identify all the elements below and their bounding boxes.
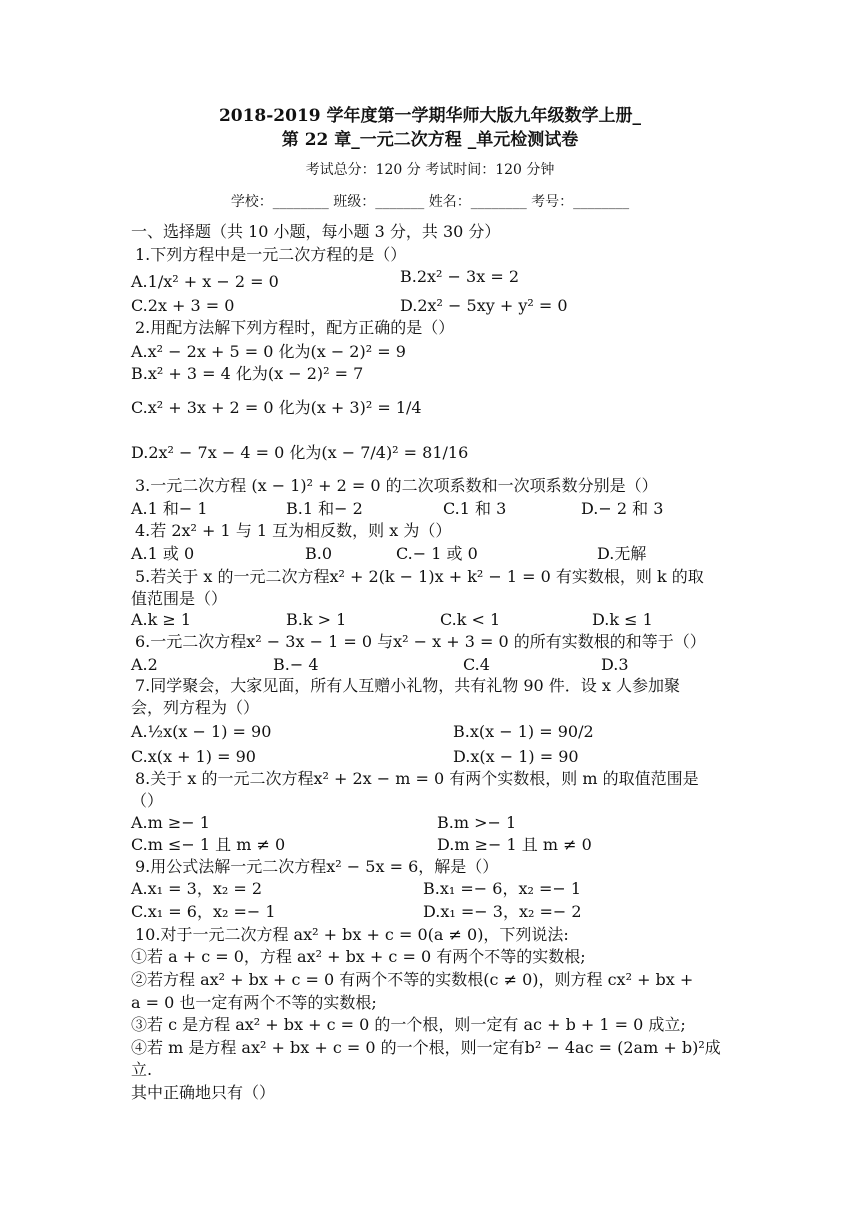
question-10-statement-2: ②若方程 ax² + bx + c = 0 有两个不等的实数根(c ≠ 0)，则方程 cx² + bx + [131,970,694,989]
question-10-statement-1: ①若 a + c = 0，方程 ax² + bx + c = 0 有两个不等的实数根; [131,947,586,966]
question-8-stem-line-2: （） [131,791,164,810]
question-2-stem: 2.用配方法解下列方程时，配方正确的是（） [135,318,455,337]
question-10-statement-2-cont: a = 0 也一定有两个不等的实数根; [131,993,377,1012]
question-3-option-b: B.1 和− 2 [286,499,363,518]
question-2-option-d: D.2x² − 7x − 4 = 0 化为(x − 7/4)² = 81/16 [131,443,469,462]
question-7-stem-line-2: 会，列方程为（） [131,698,260,717]
question-5-option-a: A.k ≥ 1 [131,610,192,629]
question-6-option-d: D.3 [601,655,629,674]
title-line-1: 2018-2019 学年度第一学期华师大版九年级数学上册_ [218,106,642,126]
question-10-statement-3: ③若 c 是方程 ax² + bx + c = 0 的一个根，则一定有 ac + b + 1 = 0 成立; [131,1015,686,1034]
question-3-option-a: A.1 和− 1 [131,499,208,518]
question-7-option-a: A.½x(x − 1) = 90 [131,722,272,741]
question-10-statement-4: ④若 m 是方程 ax² + bx + c = 0 的一个根，则一定有b² − 4ac = (2am + b)²成 [131,1038,721,1057]
question-2-option-c: C.x² + 3x + 2 = 0 化为(x + 3)² = 1/4 [131,398,422,417]
question-1-option-b: B.2x² − 3x = 2 [400,267,519,286]
question-6-option-b: B.− 4 [273,655,319,674]
question-3-option-d: D.− 2 和 3 [581,499,664,518]
title-line-2: 第 22 章_一元二次方程 _单元检测试卷 [281,130,579,150]
question-5-stem-line-2: 值范围是（） [131,589,228,608]
question-9-option-a: A.x₁ = 3，x₂ = 2 [131,879,263,898]
question-7-stem-line-1: 7.同学聚会，大家见面，所有人互赠小礼物，共有礼物 90 件．设 x 人参加聚 [135,676,680,695]
question-5-option-d: D.k ≤ 1 [592,610,653,629]
question-4-option-d: D.无解 [597,544,647,563]
question-8-option-b: B.m >− 1 [437,813,517,832]
exam-info: 考试总分：120 分 考试时间：120 分钟 [305,162,555,178]
question-6-stem: 6.一元二次方程x² − 3x − 1 = 0 与x² − x + 3 = 0 的所有实数根的和等于（） [135,632,706,651]
question-9-option-c: C.x₁ = 6，x₂ =− 1 [131,902,276,921]
question-8-option-c: C.m ≤− 1 且 m ≠ 0 [131,835,286,854]
question-4-option-a: A.1 或 0 [131,544,195,563]
question-1-stem: 1.下列方程中是一元二次方程的是（） [135,245,407,264]
question-10-statement-4-cont: 立. [131,1060,153,1079]
question-6-option-a: A.2 [131,655,158,674]
question-7-option-c: C.x(x + 1) = 90 [131,747,256,766]
question-3-option-c: C.1 和 3 [443,499,507,518]
question-7-option-b: B.x(x − 1) = 90/2 [453,722,594,741]
question-1-option-d: D.2x² − 5xy + y² = 0 [400,296,568,315]
question-8-stem-line-1: 8.关于 x 的一元二次方程x² + 2x − m = 0 有两个实数根，则 m 的取值范围是 [135,769,699,788]
question-5-option-c: C.k < 1 [440,610,501,629]
student-info: 学校：________ 班级：_______ 姓名：________ 考号：________ [230,194,630,210]
question-9-stem: 9.用公式法解一元二次方程x² − 5x = 6，解是（） [135,857,499,876]
question-8-option-d: D.m ≥− 1 且 m ≠ 0 [437,835,592,854]
question-1-option-a: A.1/x² + x − 2 = 0 [131,272,279,291]
question-4-option-b: B.0 [305,544,333,563]
question-6-option-c: C.4 [463,655,490,674]
question-2-option-a: A.x² − 2x + 5 = 0 化为(x − 2)² = 9 [131,342,406,361]
section-heading: 一、选择题（共 10 小题，每小题 3 分，共 30 分） [131,222,501,241]
question-5-option-b: B.k > 1 [286,610,347,629]
question-8-option-a: A.m ≥− 1 [131,813,210,832]
question-10-stem: 10.对于一元二次方程 ax² + bx + c = 0(a ≠ 0)，下列说法: [135,925,569,944]
question-3-stem: 3.一元二次方程 (x − 1)² + 2 = 0 的二次项系数和一次项系数分别是（） [135,476,658,495]
question-9-option-b: B.x₁ =− 6，x₂ =− 1 [423,879,582,898]
question-1-option-c: C.2x + 3 = 0 [131,296,235,315]
question-9-option-d: D.x₁ =− 3，x₂ =− 2 [423,902,582,921]
question-2-option-b: B.x² + 3 = 4 化为(x − 2)² = 7 [131,364,364,383]
question-4-option-c: C.− 1 或 0 [396,544,478,563]
question-10-closing: 其中正确地只有（） [131,1083,276,1102]
question-7-option-d: D.x(x − 1) = 90 [453,747,579,766]
question-5-stem-line-1: 5.若关于 x 的一元二次方程x² + 2(k − 1)x + k² − 1 = 0 有实数根，则 k 的取 [135,567,704,586]
question-4-stem: 4.若 2x² + 1 与 1 互为相反数，则 x 为（） [135,521,452,540]
